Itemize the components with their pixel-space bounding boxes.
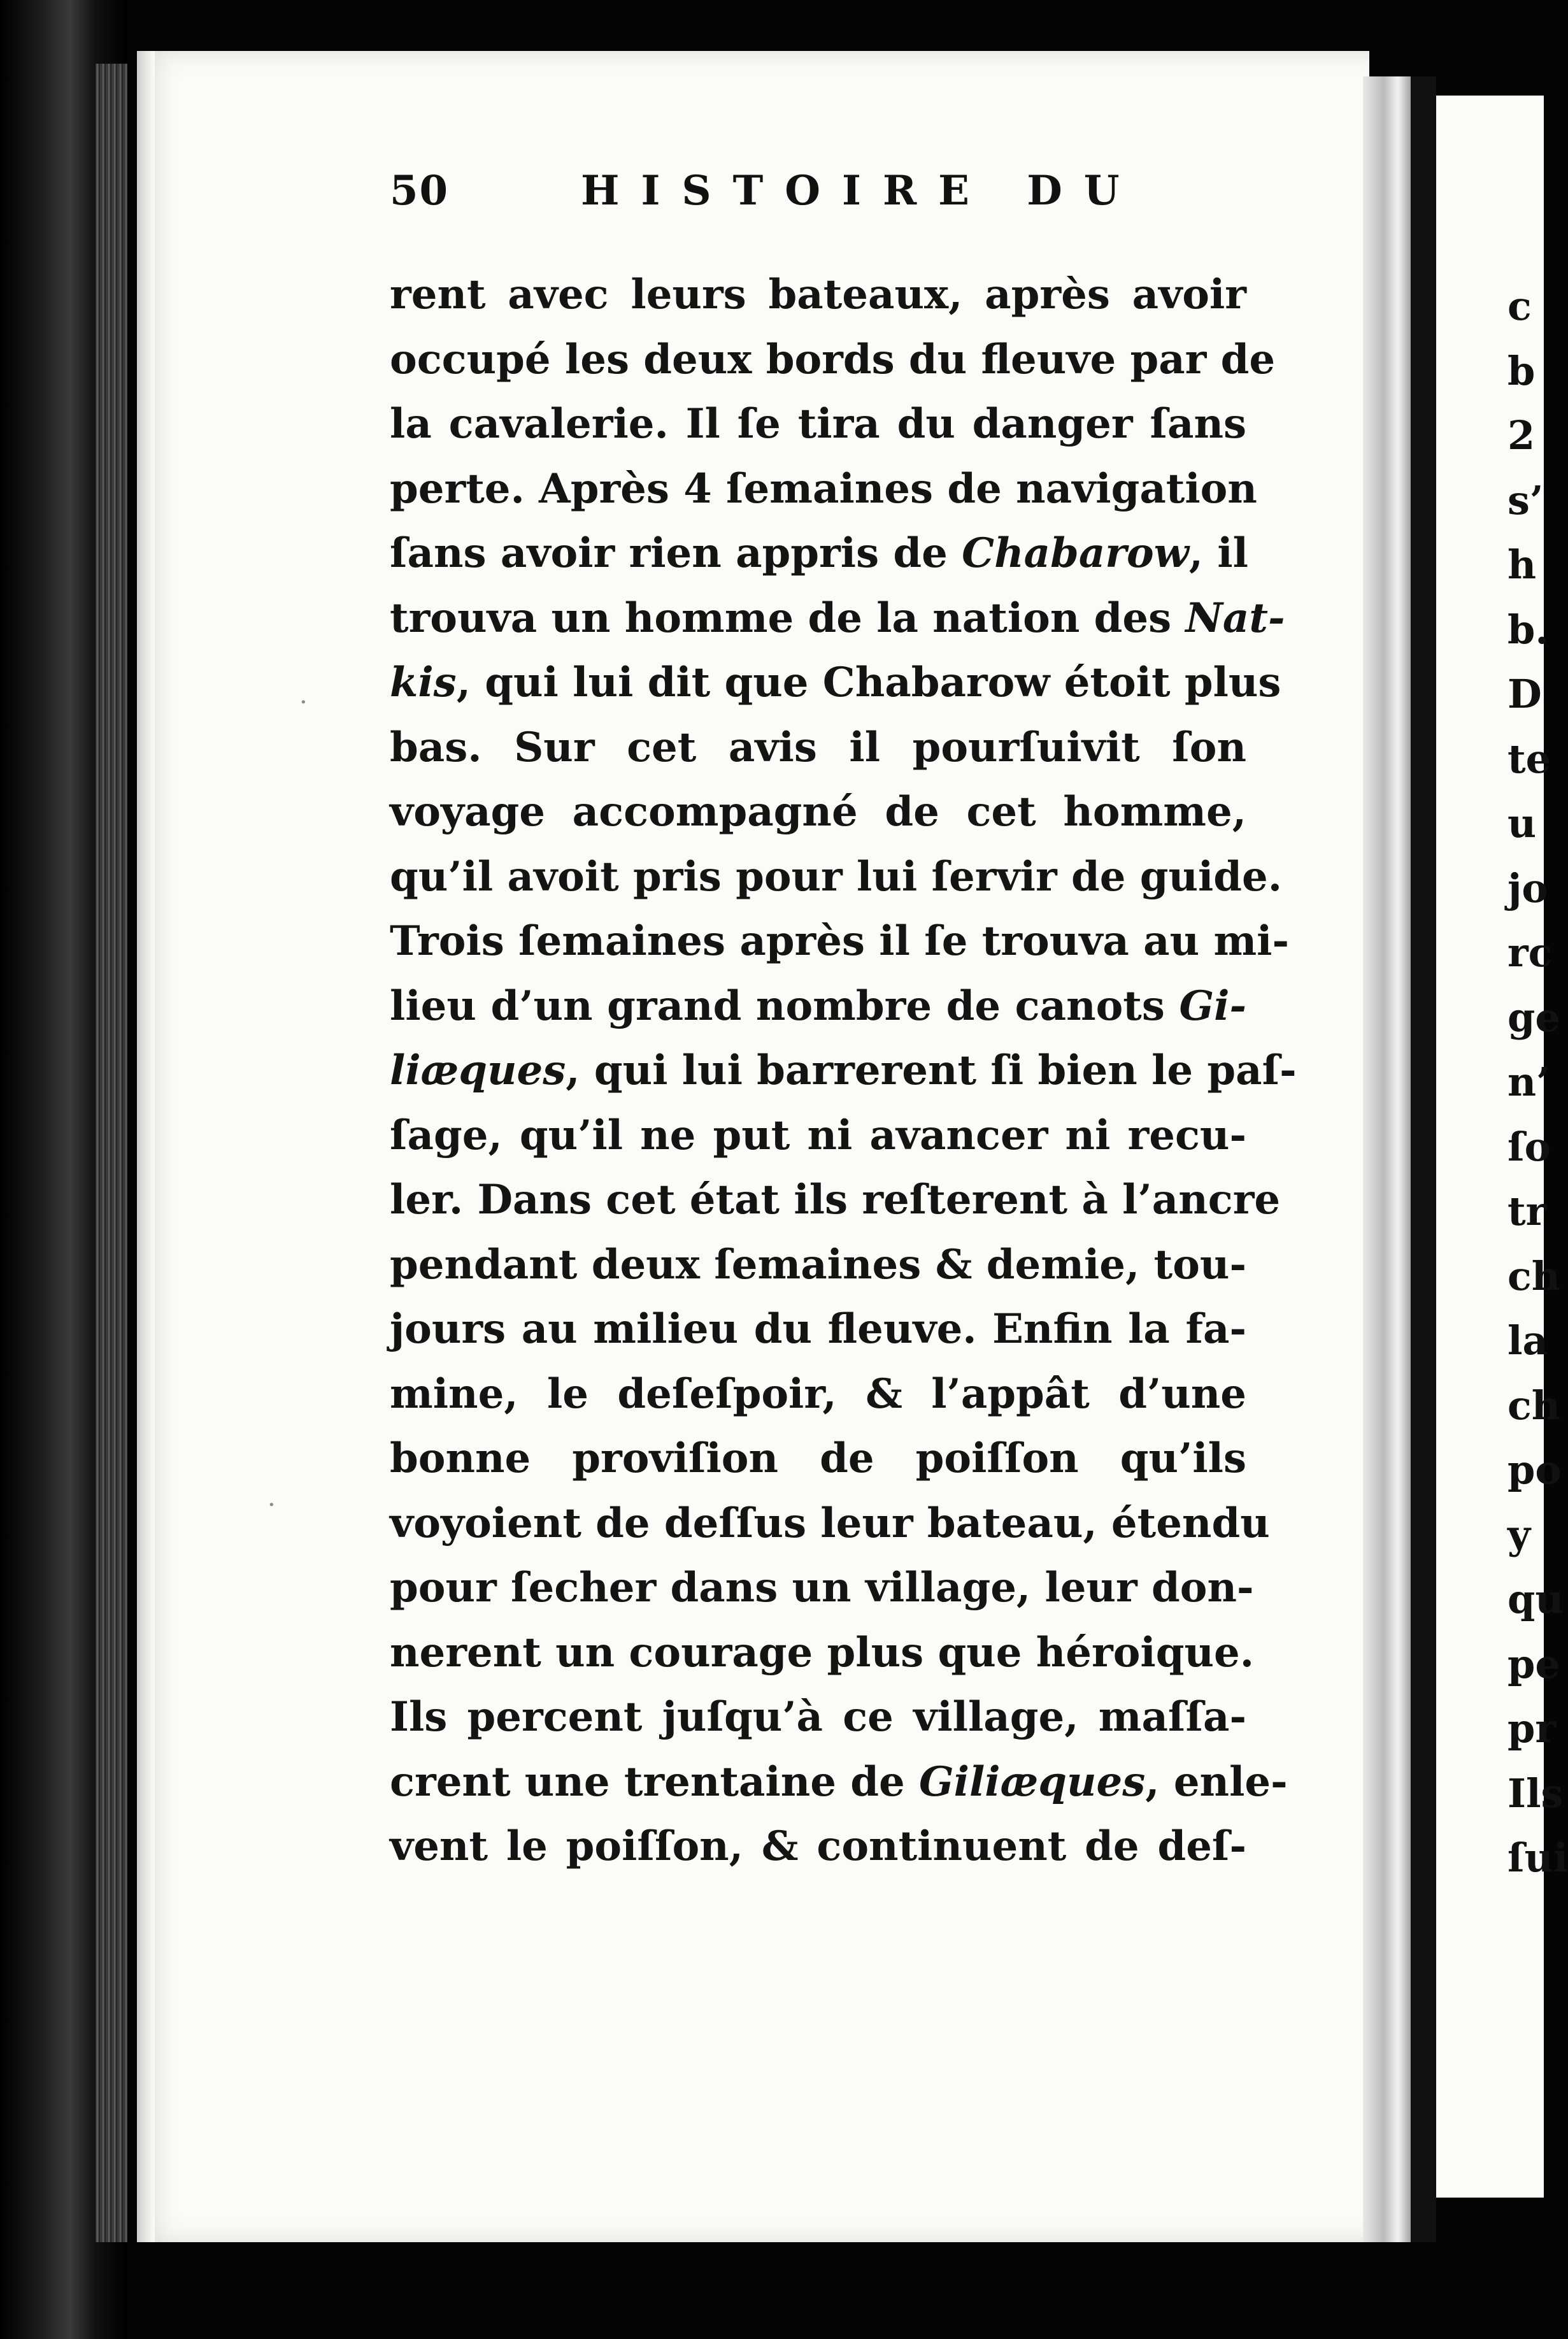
text-segment: crent une trentaine de: [390, 1757, 919, 1806]
facing-page-fragment: [1436, 96, 1568, 2198]
text-segment: jours au milieu du fleuve. Enfin la fa-: [390, 1305, 1246, 1353]
text-segment: , il: [1188, 529, 1248, 577]
text-line: [390, 1556, 1254, 1620]
text-segment: voyage accompagné de cet homme,: [390, 788, 1246, 836]
facing-page-text: po: [1507, 1447, 1562, 1493]
facing-page-text: rc: [1507, 929, 1553, 976]
text-line: [390, 1814, 1246, 1879]
text-segment: nerent un courage plus que héroique.: [390, 1628, 1254, 1677]
facing-page-text: ſui: [1507, 1835, 1568, 1881]
text-segment: bas. Sur cet avis il pourſuivit ſon: [390, 723, 1246, 771]
text-segment: rent avec leurs bateaux, après avoir: [390, 271, 1246, 318]
facing-page-text: ge: [1507, 994, 1560, 1041]
facing-page-text: jo: [1507, 864, 1548, 912]
text-segment: la cavalerie. Il ſe tira du danger ſans: [390, 400, 1246, 448]
facing-page-text: tr: [1507, 1188, 1547, 1234]
text-line: [390, 521, 1246, 586]
text-segment: bonne proviſion de poiſſon qu’ils: [390, 1434, 1246, 1482]
facing-page-text: b: [1507, 347, 1536, 394]
text-line: [390, 1297, 1246, 1362]
facing-page-text: D: [1507, 671, 1542, 717]
facing-page-text: 2: [1507, 412, 1536, 459]
text-line: [390, 327, 1276, 392]
text-segment: , qui lui dit que Chabarow étoit plus: [456, 659, 1281, 706]
facing-page-text: Ils: [1507, 1770, 1564, 1817]
text-segment: ſage, qu’il ne put ni avancer ni recu-: [390, 1111, 1246, 1159]
facing-page-text: c: [1507, 283, 1532, 329]
text-segment: , qui lui barrerent ſi bien le paſ-: [566, 1047, 1297, 1094]
margin-dot: ·: [267, 1491, 276, 1520]
text-segment: voyoient de deſſus leur bateau, étendu: [390, 1499, 1270, 1547]
text-segment: lieu d’un grand nombre de canots: [390, 982, 1180, 1030]
page-edges: [96, 64, 127, 2242]
text-segment: Ils percent juſqu’à ce village, maſſa-: [390, 1693, 1246, 1741]
facing-page-text: y: [1507, 1511, 1531, 1558]
gutter-shadow: [1411, 76, 1436, 2242]
text-segment: perte. Après 4 ſemaines de navigation: [390, 464, 1257, 513]
facing-page-text: la: [1507, 1317, 1548, 1364]
text-segment: mine, le deſeſpoir, & l’appât d’une: [390, 1370, 1246, 1418]
running-header: [390, 167, 1256, 231]
text-line: [390, 974, 1246, 1039]
page-inner-shadow: [137, 51, 155, 2242]
text-line: [390, 262, 1246, 327]
italic-name: kis: [390, 659, 457, 706]
facing-page-text: ſo: [1507, 1123, 1551, 1170]
italic-name: Chabarow: [962, 529, 1189, 577]
book-spine: [0, 0, 127, 2339]
running-title: HISTOIRE DU: [581, 167, 1141, 215]
text-line: [390, 1103, 1246, 1168]
facing-page-text: ch: [1507, 1382, 1560, 1429]
text-line: [390, 1685, 1246, 1750]
text-line: [390, 1750, 1288, 1815]
facing-page-text: pe: [1507, 1640, 1560, 1687]
text-line: [390, 715, 1246, 780]
facing-page-text: h: [1507, 541, 1537, 588]
text-segment: pendant deux ſemaines & demie, tou-: [390, 1240, 1246, 1289]
text-line: [390, 909, 1290, 974]
page-number: 50: [390, 167, 450, 215]
facing-page-text: pr: [1507, 1705, 1557, 1752]
text-segment: , enle-: [1145, 1757, 1288, 1806]
text-line: [390, 650, 1281, 715]
text-line: [390, 1168, 1281, 1233]
text-segment: qu’il avoit pris pour lui ſervir de guide.: [390, 852, 1283, 901]
text-line: [390, 392, 1246, 457]
text-segment: vent le poiſſon, & continuent de deſ-: [390, 1822, 1246, 1870]
text-line: [390, 1038, 1297, 1103]
facing-page-text: s’: [1507, 476, 1544, 524]
facing-page-text: u: [1507, 800, 1537, 847]
text-line: [390, 1362, 1246, 1427]
facing-page-text: n’: [1507, 1059, 1550, 1105]
text-line: [390, 586, 1285, 651]
italic-name: Giliæques: [919, 1757, 1146, 1806]
text-line: [390, 845, 1283, 910]
text-segment: Trois ſemaines après il ſe trouva au mi-: [390, 917, 1290, 965]
facing-page-text: b.: [1507, 606, 1549, 653]
text-segment: trouva un homme de la nation des: [390, 594, 1186, 642]
margin-dot: ·: [299, 688, 308, 717]
body-text: [390, 262, 1297, 1879]
italic-name: Nat-: [1185, 594, 1285, 642]
text-line: [390, 780, 1246, 845]
text-line: [390, 457, 1257, 522]
facing-page-text: te: [1507, 735, 1551, 782]
italic-name: liæques: [390, 1047, 566, 1094]
facing-page-text: qu: [1507, 1576, 1564, 1622]
text-line: [390, 1491, 1270, 1556]
facing-page-text: ch: [1507, 1252, 1560, 1299]
text-segment: pour ſecher dans un village, leur don-: [390, 1564, 1254, 1612]
text-line: [390, 1426, 1246, 1491]
text-line: [390, 1620, 1254, 1685]
text-segment: occupé les deux bords du fleuve par de: [390, 335, 1276, 383]
text-segment: ſans avoir rien appris de: [390, 529, 962, 577]
text-segment: ler. Dans cet état ils reſterent à l’ancre: [390, 1176, 1281, 1224]
italic-name: Gi-: [1179, 982, 1246, 1030]
text-line: [390, 1233, 1246, 1298]
